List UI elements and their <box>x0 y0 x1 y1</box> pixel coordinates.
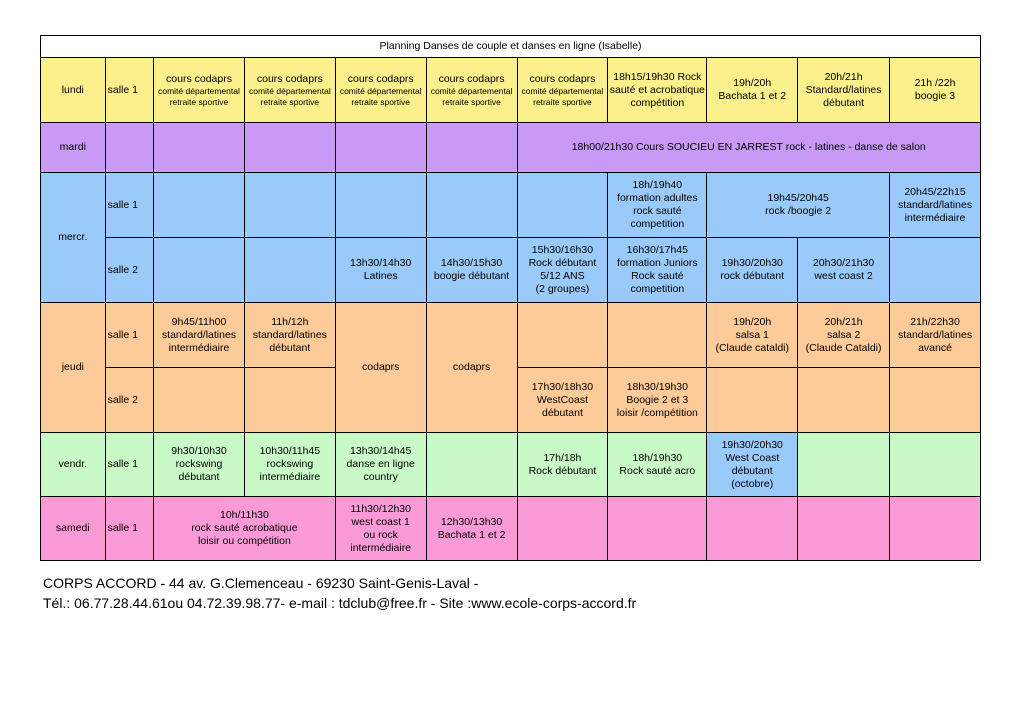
mardi-row <box>41 123 981 173</box>
schedule-cell: 17h/18h Rock débutant <box>517 433 608 497</box>
schedule-cell: 21h/22h30 standard/latines avancé <box>890 303 981 368</box>
salle-label: salle 1 <box>105 497 153 561</box>
empty-cell <box>608 497 707 561</box>
page-title: Planning Danses de couple et danses en ligne (Isabelle) <box>41 36 981 58</box>
title-row <box>41 36 981 58</box>
schedule-cell: codaprs <box>426 303 517 433</box>
schedule-cell: 11h30/12h30 west coast 1 ou rock intermédiaire <box>335 497 426 561</box>
empty-cell <box>154 368 245 433</box>
empty-cell <box>608 303 707 368</box>
schedule-cell: 19h/20h salsa 1 (Claude cataldi) <box>707 303 798 368</box>
schedule-cell: 9h45/11h00 standard/latines intermédiaire <box>154 303 245 368</box>
schedule-cell: 10h30/11h45 rockswing intermédiaire <box>244 433 335 497</box>
empty-cell <box>517 497 608 561</box>
schedule-cell: 13h30/14h30 Latines <box>335 238 426 303</box>
day-label-mercredi: mercr. <box>41 173 106 303</box>
empty-cell <box>335 123 426 173</box>
footer-address: CORPS ACCORD - 44 av. G.Clemenceau - 69230 Saint-Genis-Laval - <box>43 575 479 591</box>
empty-cell <box>798 368 890 433</box>
empty-cell <box>154 123 245 173</box>
empty-cell <box>426 433 517 497</box>
day-label-samedi: samedi <box>41 497 106 561</box>
empty-cell <box>426 123 517 173</box>
empty-cell <box>244 368 335 433</box>
schedule-cell: 15h30/16h30 Rock débutant 5/12 ANS (2 groupes) <box>517 238 608 303</box>
schedule-cell: 18h15/19h30 Rock sauté et acrobatique compétition <box>608 58 707 123</box>
empty-cell <box>154 173 245 238</box>
schedule-table <box>40 35 981 561</box>
empty-cell <box>426 173 517 238</box>
schedule-cell: 13h30/14h45 danse en ligne country <box>335 433 426 497</box>
vendredi-row <box>41 433 981 497</box>
schedule-cell: 20h45/22h15 standard/latines intermédiaire <box>890 173 981 238</box>
schedule-cell: 19h45/20h45 rock /boogie 2 <box>707 173 890 238</box>
empty-cell <box>244 238 335 303</box>
schedule-cell: 9h30/10h30 rockswing débutant <box>154 433 245 497</box>
day-label-vendredi: vendr. <box>41 433 106 497</box>
salle-label: salle 2 <box>105 368 153 433</box>
empty-cell <box>707 497 798 561</box>
empty-cell <box>798 433 890 497</box>
schedule-cell: 20h/21h Standard/latines débutant <box>798 58 890 123</box>
schedule-cell: 10h/11h30 rock sauté acrobatique loisir ou compétition <box>154 497 336 561</box>
jeudi-salle1-row <box>41 303 981 368</box>
empty-cell <box>890 433 981 497</box>
empty-cell <box>890 238 981 303</box>
schedule-cell: 12h30/13h30 Bachata 1 et 2 <box>426 497 517 561</box>
schedule-cell: 18h/19h30 Rock sauté acro <box>608 433 707 497</box>
day-label-lundi: lundi <box>41 58 106 123</box>
mercredi-salle2-row <box>41 238 981 303</box>
schedule-cell: 17h30/18h30 WestCoast débutant <box>517 368 608 433</box>
empty-cell <box>890 368 981 433</box>
empty-cell <box>244 173 335 238</box>
salle-label: salle 2 <box>105 238 153 303</box>
schedule-cell: 20h30/21h30 west coast 2 <box>798 238 890 303</box>
lundi-row <box>41 58 981 123</box>
schedule-cell: cours codaprs comité départemental retraite sportive <box>517 58 608 123</box>
schedule-cell: 11h/12h standard/latines débutant <box>244 303 335 368</box>
salle-label: salle 1 <box>105 173 153 238</box>
schedule-cell: 18h/19h40 formation adultes rock sauté competition <box>608 173 707 238</box>
schedule-cell: 19h30/20h30 West Coast débutant (octobre) <box>707 433 798 497</box>
salle-label: salle 1 <box>105 303 153 368</box>
empty-cell <box>517 173 608 238</box>
empty-cell <box>707 368 798 433</box>
samedi-row <box>41 497 981 561</box>
schedule-cell: 16h30/17h45 formation Juniors Rock sauté competition <box>608 238 707 303</box>
schedule-cell: 18h30/19h30 Boogie 2 et 3 loisir /compétition <box>608 368 707 433</box>
empty-cell <box>890 497 981 561</box>
footer-contact: Tél.: 06.77.28.44.61ou 04.72.39.98.77- e-mail : tdclub@free.fr - Site :www.ecole-corps-accord.fr <box>43 595 637 611</box>
empty-cell <box>154 238 245 303</box>
day-label-jeudi: jeudi <box>41 303 106 433</box>
schedule-cell: 14h30/15h30 boogie débutant <box>426 238 517 303</box>
schedule-cell: 21h /22h boogie 3 <box>890 58 981 123</box>
day-label-mardi: mardi <box>41 123 106 173</box>
salle-label: salle 1 <box>105 433 153 497</box>
empty-cell <box>244 123 335 173</box>
empty-cell <box>517 303 608 368</box>
schedule-cell: codaprs <box>335 303 426 433</box>
mercredi-salle1-row <box>41 173 981 238</box>
empty-cell <box>798 497 890 561</box>
schedule-cell: cours codaprs comité départemental retraite sportive <box>244 58 335 123</box>
schedule-cell: cours codaprs comité départemental retraite sportive <box>426 58 517 123</box>
schedule-cell: 19h30/20h30 rock débutant <box>707 238 798 303</box>
schedule-cell: 19h/20h Bachata 1 et 2 <box>707 58 798 123</box>
schedule-cell: cours codaprs comité départemental retraite sportive <box>335 58 426 123</box>
schedule-cell: 18h00/21h30 Cours SOUCIEU EN JARREST rock - latines - danse de salon <box>517 123 981 173</box>
empty-cell <box>105 123 153 173</box>
schedule-cell: 20h/21h salsa 2 (Claude Cataldi) <box>798 303 890 368</box>
salle-label: salle 1 <box>105 58 153 123</box>
schedule-cell: cours codaprs comité départemental retraite sportive <box>154 58 245 123</box>
empty-cell <box>335 173 426 238</box>
